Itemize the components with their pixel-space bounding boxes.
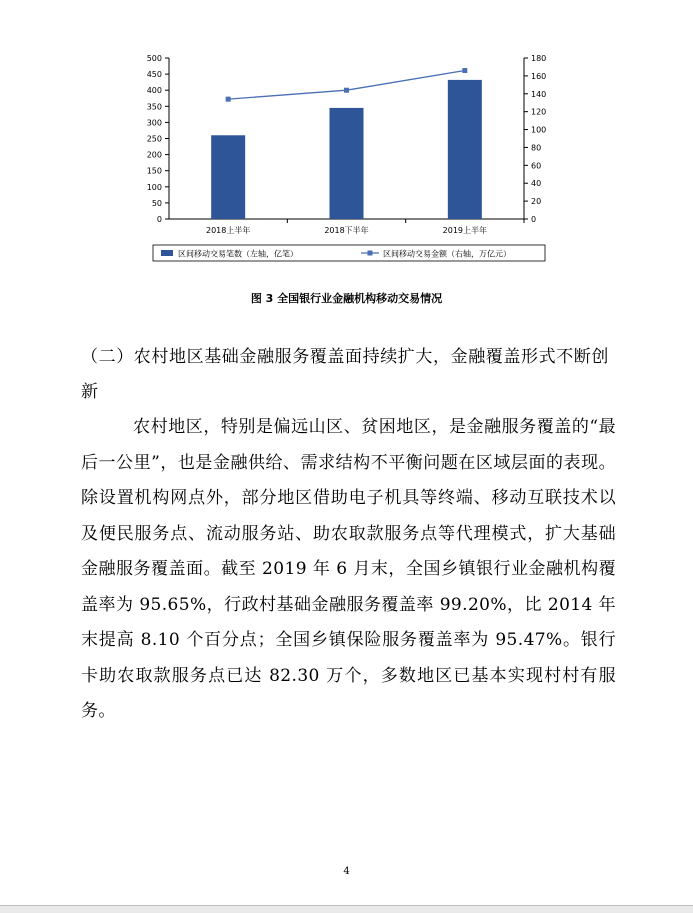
body-paragraph [81,410,616,730]
figure-caption: 图 3 全国银行业金融机构移动交易情况 [250,292,443,305]
bar [211,135,245,219]
bar [330,108,364,219]
line-series [228,71,465,100]
combo-chart [0,0,693,280]
line-marker [462,68,467,73]
x-tick-label: 2019上半年 [442,226,488,235]
section-heading: （二）农村地区基础金融服务覆盖面持续扩大，金融覆盖形式不断创新 [81,347,609,402]
right-tick-label: 160 [531,71,547,81]
left-tick-label: 150 [146,166,162,176]
line-marker [226,97,231,102]
right-tick-label: 0 [531,215,537,224]
left-tick-label: 200 [146,150,162,160]
legend-bar-label: 区间移动交易笔数（左轴，亿笔） [178,249,298,259]
page-edge [0,905,693,913]
left-tick-label: 300 [146,118,162,128]
left-tick-label: 500 [146,54,162,63]
paragraph-text: 农村地区，特别是偏远山区、贫困地区，是金融服务覆盖的“最后一公里”，也是金融供给、需求结构不平衡问题在区域层面的表现。除设置机构网点外，部分地区借助电子机具等终端、移动互联技术以及便民服务点、流动服务站、助农取款服务点等代理模式，扩大基础金融服务覆盖面。截至 2019 年 6 月末，全国乡镇银行业金融机构覆盖率为 95.65%，行政村基础金融服务覆盖率 99.20%，比 2014 年末提高 8.10 个百分点；全国乡镇保险服务覆盖率为 95.47%。银行卡助农取款服务点已达 82.30 万个，多数地区已基本实现村村有服务。 [81,417,616,721]
x-tick-label: 2018下半年 [324,226,369,235]
left-tick-label: 50 [151,198,162,208]
left-tick-label: 450 [146,70,162,80]
right-tick-label: 140 [531,89,547,99]
right-tick-label: 80 [531,143,542,153]
right-tick-label: 180 [531,54,547,63]
right-tick-label: 40 [531,179,542,189]
right-tick-label: 60 [531,161,542,171]
left-tick-label: 400 [146,86,162,96]
right-tick-label: 120 [531,107,547,117]
right-tick-label: 20 [531,197,542,207]
legend-line-label: 区间移动交易金额（右轴，万亿元） [383,249,511,259]
page-number: 4 [343,866,350,877]
x-tick-label: 2018上半年 [205,226,251,235]
legend-line-marker [368,251,373,256]
left-tick-label: 350 [146,102,162,112]
right-tick-label: 100 [531,125,547,135]
left-tick-label: 0 [156,215,162,224]
left-tick-label: 100 [146,182,162,192]
line-marker [344,88,349,93]
left-tick-label: 250 [146,134,162,144]
legend-bar-swatch [161,250,173,256]
bar [448,80,482,219]
